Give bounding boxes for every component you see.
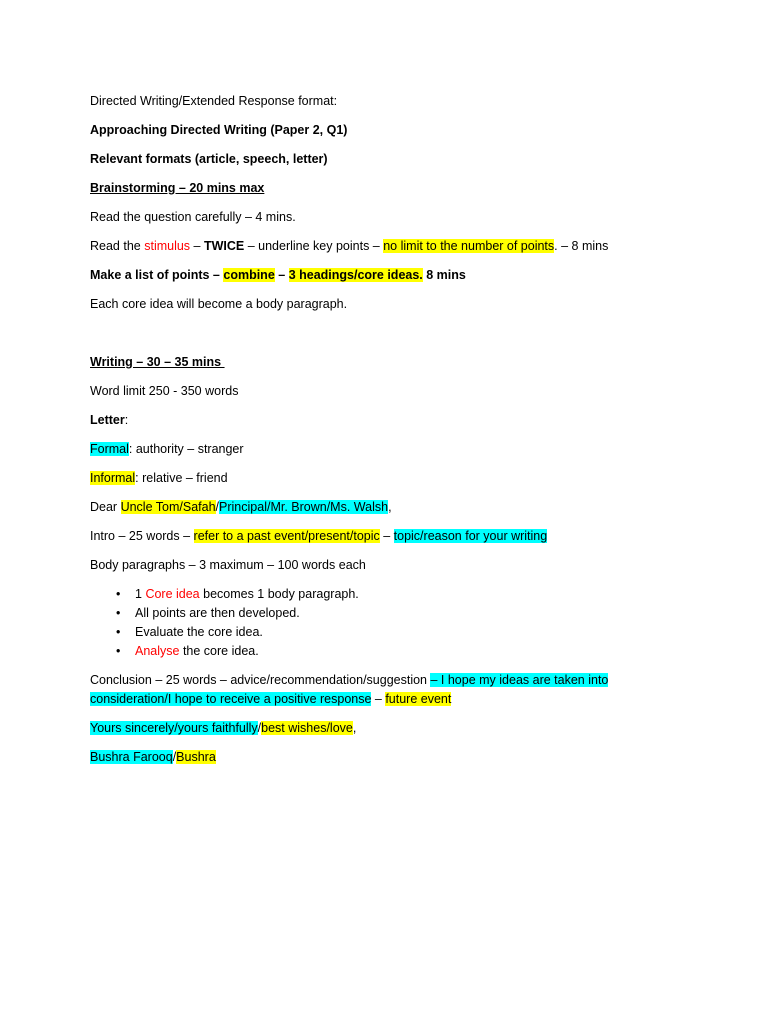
list-item xyxy=(116,585,710,604)
bullet3-text: Evaluate the core idea. xyxy=(135,625,263,639)
signoff-formal: Yours sincerely/yours faithfully xyxy=(90,721,258,735)
read-stimulus-post: . – 8 mins xyxy=(554,239,609,253)
read-stimulus-pre: Read the xyxy=(90,239,145,253)
list-item xyxy=(116,604,710,623)
name-slash: / xyxy=(172,750,177,764)
intro-pre: Intro – 25 words – xyxy=(90,529,194,543)
body-paragraphs-text: Body paragraphs – 3 maximum – 100 words each xyxy=(90,558,366,572)
approaching-heading xyxy=(90,121,710,140)
name-informal: Bushra xyxy=(176,750,216,764)
signoff-informal: best wishes/love xyxy=(261,721,353,735)
dear-post: , xyxy=(388,500,392,514)
conclusion-pre: Conclusion – 25 words – advice/recommendation/suggestion xyxy=(90,673,431,687)
topic-highlight: topic/reason for your writing xyxy=(393,529,548,543)
word-limit-line xyxy=(90,382,710,401)
dear-informal-names: Uncle Tom/Safah xyxy=(120,500,216,514)
page-title-text: Directed Writing/Extended Response format: xyxy=(90,94,338,108)
future-event-highlight: future event xyxy=(385,692,452,706)
dear-line xyxy=(90,498,710,517)
bullet1-post: becomes 1 body paragraph. xyxy=(199,587,359,601)
conclusion-paragraph xyxy=(90,671,710,709)
no-limit-highlight: no limit to the number of points xyxy=(383,239,555,253)
letter-label: Letter xyxy=(90,413,125,427)
hope-highlight-2: consideration/I hope to receive a positive response xyxy=(90,692,372,706)
informal-rest: : relative – friend xyxy=(135,471,228,485)
conclusion-line-1 xyxy=(90,671,710,690)
relevant-formats xyxy=(90,150,710,169)
brainstorming-heading-text: Brainstorming – 20 mins max xyxy=(90,181,265,195)
make-list-line xyxy=(90,266,710,285)
formal-highlight: Formal xyxy=(90,442,129,456)
list-item xyxy=(116,642,710,661)
list-item xyxy=(116,623,710,642)
core-idea-red: Core idea xyxy=(145,587,200,601)
read-stimulus-dash: – xyxy=(190,239,204,253)
brainstorming-heading xyxy=(90,179,710,198)
bullet2-text: All points are then developed. xyxy=(135,606,300,620)
each-core-text: Each core idea will become a body paragraph. xyxy=(90,297,348,311)
word-limit-text: Word limit 250 - 350 words xyxy=(90,384,239,398)
analyse-red: Analyse xyxy=(135,644,180,658)
dear-formal-names: Principal/Mr. Brown/Ms. Walsh xyxy=(219,500,389,514)
writing-heading xyxy=(90,353,710,372)
name-line xyxy=(90,748,710,767)
page-title xyxy=(90,92,710,111)
conclusion-dash: – xyxy=(371,692,386,706)
bullet4-post: the core idea. xyxy=(179,644,259,658)
signoff-line xyxy=(90,719,710,738)
body-bullet-list xyxy=(90,585,710,661)
body-paragraphs-line xyxy=(90,556,710,575)
read-stimulus-mid: – underline key points – xyxy=(244,239,384,253)
conclusion-line-2 xyxy=(90,690,710,709)
make-list-dash: – xyxy=(274,268,289,282)
each-core-line xyxy=(90,295,710,314)
dear-slash: / xyxy=(215,500,220,514)
name-formal: Bushra Farooq xyxy=(90,750,173,764)
letter-label-line xyxy=(90,411,710,430)
dear-pre: Dear xyxy=(90,500,121,514)
writing-heading-text: Writing – 30 – 35 mins xyxy=(90,355,225,369)
signoff-slash: / xyxy=(257,721,262,735)
informal-line xyxy=(90,469,710,488)
read-stimulus-line xyxy=(90,237,710,256)
formal-line xyxy=(90,440,710,459)
combine-highlight: combine xyxy=(223,268,275,282)
letter-colon: : xyxy=(124,413,129,427)
intro-line xyxy=(90,527,710,546)
read-question-line xyxy=(90,208,710,227)
hope-highlight-1: – I hope my ideas are taken into xyxy=(430,673,609,687)
formal-rest: : authority – stranger xyxy=(128,442,244,456)
signoff-post: , xyxy=(352,721,357,735)
make-list-pre: Make a list of points – xyxy=(90,268,224,282)
read-question-text: Read the question carefully – 4 mins. xyxy=(90,210,296,224)
twice-word: TWICE xyxy=(203,239,245,253)
informal-highlight: Informal xyxy=(90,471,136,485)
intro-dash: – xyxy=(379,529,394,543)
document-body xyxy=(90,92,710,767)
make-list-post: 8 mins xyxy=(422,268,466,282)
headings-highlight: 3 headings/core ideas. xyxy=(288,268,423,282)
approaching-text: Approaching Directed Writing (Paper 2, Q1) xyxy=(90,123,348,137)
relevant-formats-text: Relevant formats (article, speech, letter) xyxy=(90,152,328,166)
refer-highlight: refer to a past event/present/topic xyxy=(193,529,380,543)
bullet1-pre: 1 xyxy=(135,587,146,601)
stimulus-word: stimulus xyxy=(144,239,191,253)
